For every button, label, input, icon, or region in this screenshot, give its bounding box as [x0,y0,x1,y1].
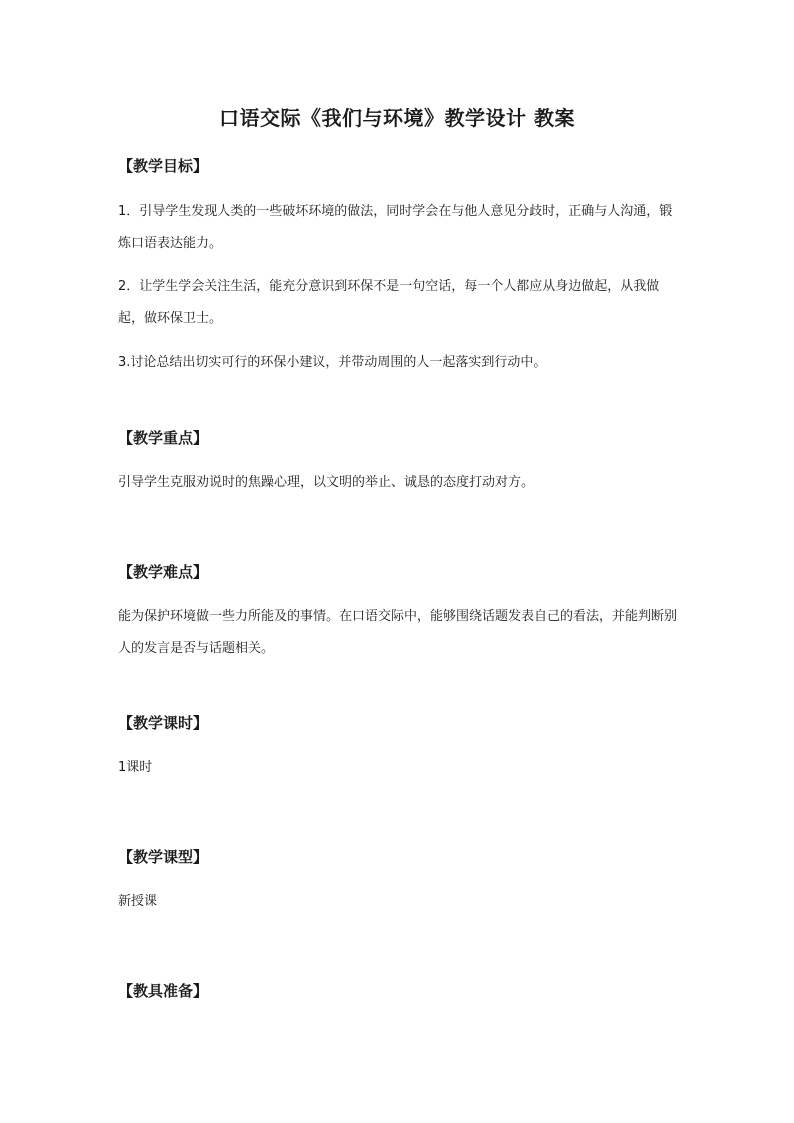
difficulties-paragraph: 能为保护环境做一些力所能及的事情。在口语交际中，能够围绕话题发表自己的看法，并能判断别人的发言是否与话题相关。 [118,609,678,656]
section-heading-difficulties: 【教学难点】 [118,563,209,581]
key-points-paragraph: 引导学生克服劝说时的焦躁心理，以文明的举止、诚恳的态度打动对方。 [118,475,535,490]
document-title: 口语交际《我们与环境》教学设计 教案 [219,106,575,130]
section-heading-teaching-aids: 【教具准备】 [118,982,209,1000]
section-heading-lesson-type: 【教学课型】 [118,848,209,866]
section-heading-key-points: 【教学重点】 [118,429,209,447]
objective-paragraph-1: 1．引导学生发现人类的一些破坏环境的做法，同时学会在与他人意见分歧时，正确与人沟通，锻炼口语表达能力。 [118,204,673,251]
class-hours-paragraph: 1课时 [118,760,153,775]
objective-paragraph-3: 3.讨论总结出切实可行的环保小建议，并带动周围的人一起落实到行动中。 [118,355,547,370]
section-heading-teaching-objectives: 【教学目标】 [118,157,209,175]
lesson-type-paragraph: 新授课 [118,894,158,909]
objective-paragraph-2: 2．让学生学会关注生活，能充分意识到环保不是一句空话，每一个人都应从身边做起，从我做起，做环保卫士。 [118,279,660,326]
section-heading-class-hours: 【教学课时】 [118,714,209,732]
